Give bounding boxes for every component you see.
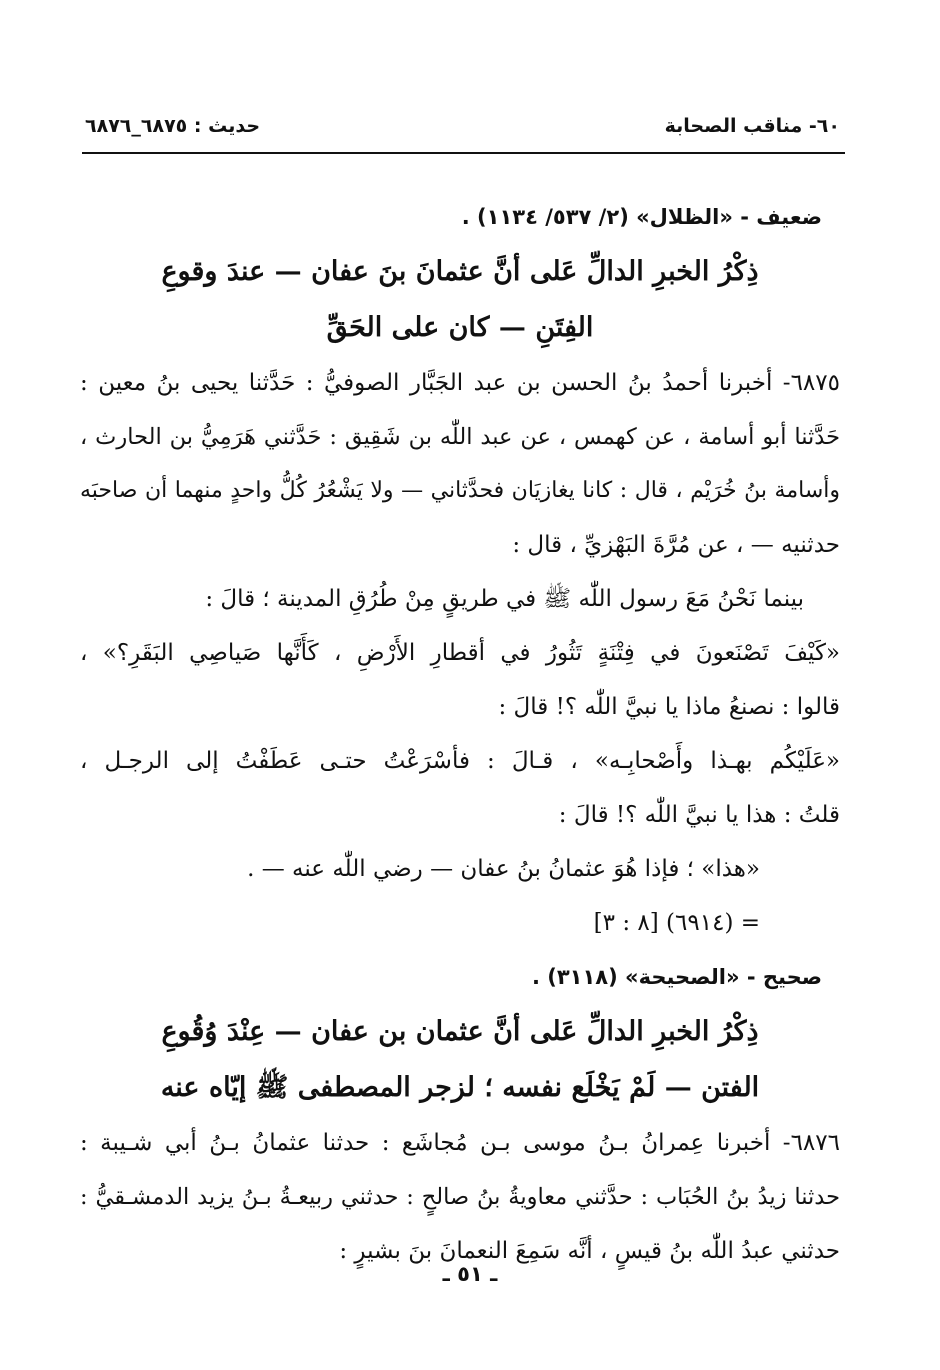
chapter-heading-line: ذِكْرُ الخبرِ الدالِّ عَلى أنَّ عثمان بن عفان — عِنْدَ وُقُوعِ: [161, 1016, 759, 1047]
page-body: [80, 190, 840, 1278]
hadith-text-line: ٦٨٧٦- أخبرنا عِمرانُ بـنُ موسى بـن مُجاشَع : حدثنا عثمانُ بـنُ أبي شـيبة :: [80, 1130, 840, 1156]
chapter-heading-line: ذِكْرُ الخبرِ الدالِّ عَلى أنَّ عثمانَ بنَ عفان — عندَ وقوعِ: [161, 256, 759, 287]
running-header: [85, 110, 840, 142]
hadith-text-line: «عَلَيْكُم بهـذا وأَصْحابِـه» ، قـالَ : فأسْرَعْتُ حتـى عَطَفْتُ إلى الرجـل ،: [80, 748, 840, 774]
hadith-text-line: ٦٨٧٥- أخبرنا أحمدُ بنُ الحسن بن عبد الجَبَّار الصوفيُّ : حَدَّثنا يحيى بنُ معين :: [80, 370, 840, 396]
hadith-text-line: بينما نَحْنُ مَعَ رسول اللّٰه ﷺ في طريقٍ مِنْ طُرُقِ المدينة ؛ قالَ :: [205, 586, 804, 612]
hadith-text-line: وأسامة بنُ خُرَيْم ، قال : كانا يغازيَان فحدَّثاني — ولا يَشْعُرُ كُلُّ واحدٍ منهما أن صاحبَه: [80, 478, 840, 503]
chapter-heading-line: الفتن — لَمْ يَخْلَع نفسه ؛ لزجر المصطفى ﷺ إيّاه عنه: [160, 1072, 760, 1103]
chapter-heading-line: الفِتَنِ — كان على الحَقِّ: [326, 312, 594, 343]
hadith-text-line: حدثني عبدُ اللّٰه بنُ قيسٍ ، أنَّه سَمِعَ النعمانَ بنَ بشيرٍ :: [339, 1238, 840, 1264]
page-number: ـ ٥١ ـ: [442, 1262, 498, 1286]
header-rule: [82, 152, 845, 154]
hadith-text-line: قلتُ : هذا يا نبيَّ اللّٰه ؟! قالَ :: [558, 802, 840, 828]
hadith-text-line: حدثنا زيدُ بنُ الحُبَاب : حدَّثني معاويةُ بنُ صالحٍ : حدثني ربيعـةُ بـنُ يزيد الدمشـقيُّ :: [80, 1184, 840, 1210]
hadith-grade: صحيح - «الصحيحة» (٣١١٨) .: [531, 965, 822, 989]
hadith-text-line: قالوا : نصنعُ ماذا يا نبيَّ اللّٰه ؟! قالَ :: [498, 694, 840, 720]
hadith-text-line: حدثنيه — ، عن مُرَّةَ البَهْزيِّ ، قال :: [512, 532, 840, 558]
cross-reference: = (٦٩١٤) [٨ : ٣]: [593, 910, 760, 936]
hadith-text-line: «هذا» ؛ فإذا هُوَ عثمانُ بنُ عفان — رضي اللّٰه عنه — .: [247, 856, 760, 882]
hadith-text-line: «كَيْفَ تَصْنَعونَ في فِتْنَةٍ تَثُورُ في أقطارِ الأَرْضِ ، كَأَنَّها صَياصِي البَقَرِ؟» ،: [80, 640, 840, 666]
header-hadith-range: حديث : ٦٨٧٥_٦٨٧٦: [85, 115, 261, 137]
hadith-grade: ضعيف - «الظلال» (٢/ ٥٣٧/ ١١٣٤) .: [461, 205, 822, 229]
hadith-text-line: حَدَّثنا أبو أسامة ، عن كهمس ، عن عبد اللّٰه بن شَقِيق : حَدَّثني هَرَمِيُّ بن الحارث ،: [80, 424, 840, 450]
header-chapter-title: ٦٠- مناقب الصحابة: [664, 115, 840, 137]
